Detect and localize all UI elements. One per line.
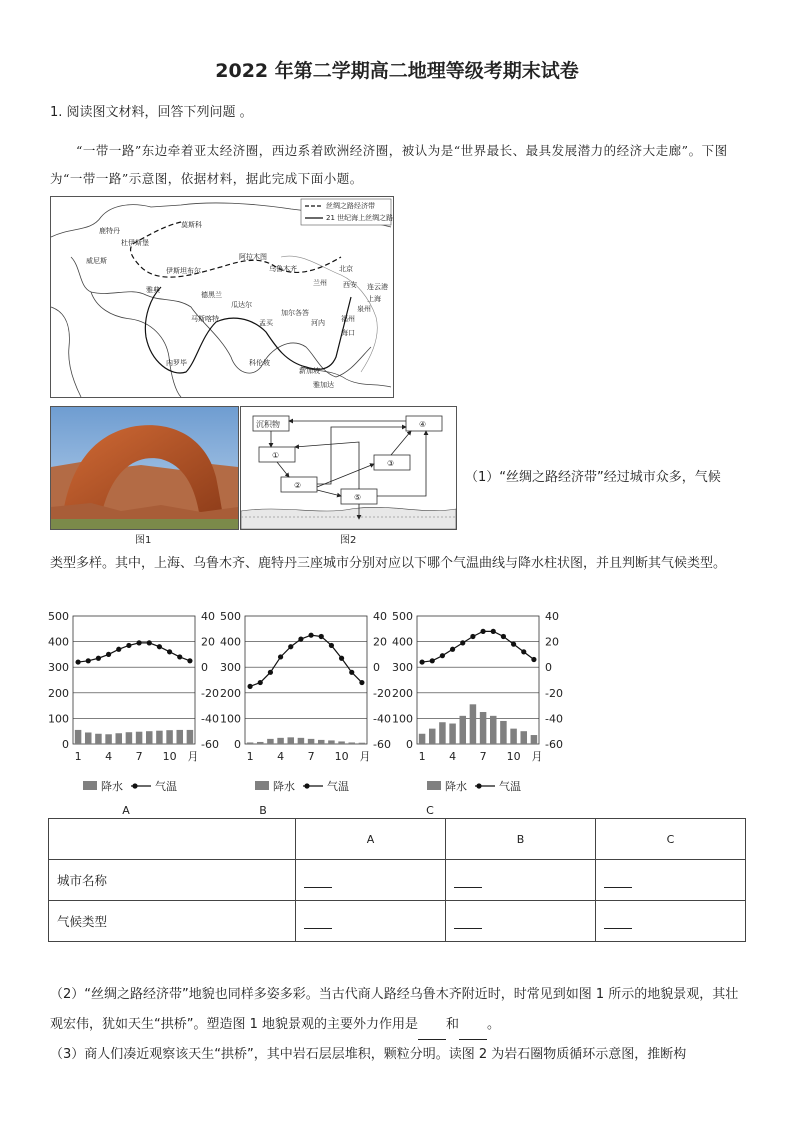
legend-line-dot <box>132 783 137 788</box>
y-left-tick: 100 <box>220 712 241 726</box>
temp-point <box>177 654 182 659</box>
temp-point <box>167 649 172 654</box>
precip-bar <box>470 704 477 744</box>
temp-point <box>349 670 354 675</box>
box-sediment: 沉积物 <box>256 420 280 429</box>
svg-text:泉州: 泉州 <box>357 305 371 313</box>
temp-point <box>460 640 465 645</box>
box-1: ① <box>272 451 280 460</box>
temp-point <box>136 640 141 645</box>
y-right-tick: -20 <box>201 686 219 700</box>
y-right-tick: 0 <box>545 661 552 675</box>
x-tick: 1 <box>418 750 426 763</box>
page-title: 2022 年第二学期高二地理等级考期末试卷 <box>215 60 579 82</box>
svg-text:威尼斯: 威尼斯 <box>86 257 107 265</box>
svg-text:杜伊斯堡: 杜伊斯堡 <box>121 239 149 247</box>
col-header-a: A <box>296 819 446 860</box>
answer-blank[interactable] <box>596 901 746 942</box>
legend-bar-swatch <box>255 781 269 790</box>
precip-bar <box>156 731 163 744</box>
chart-label: B <box>259 804 267 817</box>
chart-frame <box>73 616 195 744</box>
material-text: “一带一路”东边牵着亚太经济圈，西边系着欧洲经济圈，被认为是“世界最长、最具发展潜力的经济大走廊”。下图为“一带一路”示意图，依据材料，据此完成下面小题。 <box>50 143 728 186</box>
svg-text:马斯喀特: 马斯喀特 <box>191 315 219 323</box>
figure-1-caption: 图1 <box>135 535 152 546</box>
precip-bar <box>500 721 507 744</box>
svg-text:上海: 上海 <box>367 295 381 303</box>
svg-text:兰州: 兰州 <box>313 279 327 287</box>
svg-text:乌鲁木齐: 乌鲁木齐 <box>269 265 297 273</box>
temp-point <box>288 644 293 649</box>
answer-blank-2a[interactable] <box>418 1027 446 1040</box>
svg-text:北京: 北京 <box>339 265 353 273</box>
y-left-tick: 400 <box>392 635 413 649</box>
precip-bar <box>166 730 173 744</box>
svg-text:瓜达尔: 瓜达尔 <box>231 301 252 309</box>
subquestion-2: （2）“丝绸之路经济带”地貌也同样多姿多彩。当古代商人路经乌鲁木齐附近时，时常见到如图 1 所示的地貌景观，其壮观宏伟，犹如天生“拱桥”。塑造图 1 地貌景观的主要外力作用是 和 。 （3）商人们凑近观察该天生“拱桥”，其中岩石层层堆积，颗粒分明。读图 2 为岩石圈物质循环示意图，推断构 <box>50 980 750 1070</box>
temp-point <box>258 680 263 685</box>
precip-bar <box>136 732 143 744</box>
precip-bar <box>318 740 325 744</box>
precip-bar <box>267 739 274 744</box>
precip-bar <box>429 729 436 744</box>
temp-point <box>268 670 273 675</box>
x-tick: 月 <box>187 750 199 763</box>
temp-point <box>116 647 121 652</box>
x-tick: 7 <box>307 750 315 763</box>
precip-bar <box>115 733 122 744</box>
y-left-tick: 100 <box>48 712 69 726</box>
precip-bar <box>126 732 133 744</box>
subquestion-1-cont: 类型多样。其中，上海、乌鲁木齐、鹿特丹三座城市分别对应以下哪个气温曲线与降水柱状图，并且判断其气候类型。 <box>50 556 727 571</box>
legend-precip: 降水 <box>445 780 467 793</box>
precip-bar <box>510 729 517 744</box>
question-1-lead: 1. 阅读图文材料，回答下列问题 。 <box>50 105 253 120</box>
box-3: ③ <box>387 459 395 468</box>
y-right-tick: -40 <box>201 712 219 726</box>
y-left-tick: 200 <box>48 686 69 700</box>
precip-bar <box>531 735 538 744</box>
map-city-labels <box>86 220 388 389</box>
precip-bar <box>247 742 254 744</box>
legend-land: 丝绸之路经济带 <box>326 202 375 210</box>
temp-point <box>521 649 526 654</box>
temp-point <box>96 656 101 661</box>
temp-point <box>430 658 435 663</box>
temp-point <box>339 656 344 661</box>
temp-point <box>308 633 313 638</box>
legend-line-dot <box>304 783 309 788</box>
temp-point <box>126 643 131 648</box>
y-left-tick: 500 <box>48 610 69 623</box>
box-2: ② <box>294 481 302 490</box>
precip-bar <box>520 731 527 744</box>
table-header-row <box>49 819 746 860</box>
x-tick: 4 <box>277 750 285 763</box>
precip-bar <box>338 741 345 744</box>
temp-point <box>278 654 283 659</box>
y-left-tick: 400 <box>220 635 241 649</box>
belt-road-map <box>50 196 394 398</box>
svg-text:莫斯科: 莫斯科 <box>181 221 202 229</box>
legend-precip: 降水 <box>101 780 123 793</box>
precip-bar <box>449 724 456 744</box>
y-right-tick: 40 <box>201 610 215 623</box>
material-paragraph <box>50 137 750 193</box>
svg-text:海口: 海口 <box>341 329 355 337</box>
y-left-tick: 200 <box>392 686 413 700</box>
precip-bar <box>187 730 194 744</box>
precip-bar <box>75 730 82 744</box>
temp-point <box>247 684 252 689</box>
answer-blank[interactable] <box>296 860 446 901</box>
y-right-tick: 20 <box>545 635 559 649</box>
table-row <box>49 860 746 901</box>
temp-point <box>157 644 162 649</box>
temp-point <box>531 657 536 662</box>
col-header-c: C <box>596 819 746 860</box>
svg-text:鹿特丹: 鹿特丹 <box>99 227 120 235</box>
y-right-tick: 40 <box>373 610 387 623</box>
precip-bar <box>480 712 487 744</box>
subquestion-1-start: （1）“丝绸之路经济带”经过城市众多，气候 <box>465 470 721 485</box>
figure-1-arch-photo <box>50 406 239 530</box>
row-label-climate: 气候类型 <box>49 901 296 942</box>
svg-text:科伦坡: 科伦坡 <box>249 359 270 367</box>
y-right-tick: -40 <box>545 712 563 726</box>
precip-bar <box>298 738 305 744</box>
x-tick: 7 <box>135 750 143 763</box>
precip-bar <box>308 739 315 744</box>
y-left-tick: 0 <box>406 738 413 751</box>
svg-text:内罗毕: 内罗毕 <box>166 359 187 367</box>
x-tick: 月 <box>531 750 543 763</box>
legend-precip: 降水 <box>273 780 295 793</box>
y-right-tick: -60 <box>545 738 563 751</box>
temp-point <box>480 629 485 634</box>
x-tick: 4 <box>449 750 457 763</box>
row-label-city: 城市名称 <box>49 860 296 901</box>
precip-bar <box>419 734 426 744</box>
legend-temp: 气温 <box>155 780 177 793</box>
x-tick: 月 <box>359 750 371 763</box>
y-right-tick: 0 <box>201 661 208 675</box>
y-right-tick: -60 <box>373 738 391 751</box>
temp-point <box>470 634 475 639</box>
svg-text:福州: 福州 <box>341 315 355 323</box>
svg-text:加尔各答: 加尔各答 <box>281 309 309 317</box>
svg-text:阿拉木图: 阿拉木图 <box>239 253 267 261</box>
svg-text:河内: 河内 <box>311 319 325 327</box>
temp-point <box>106 652 111 657</box>
climate-charts <box>40 606 563 817</box>
svg-text:新加坡: 新加坡 <box>299 367 320 375</box>
x-tick: 1 <box>74 750 82 763</box>
temp-point <box>187 658 192 663</box>
temp-line <box>78 643 190 662</box>
subquestion-3: （3）商人们凑近观察该天生“拱桥”，其中岩石层层堆积，颗粒分明。读图 2 为岩石圈物质循环示意图，推断构 <box>50 1047 687 1062</box>
map-svg <box>51 197 393 397</box>
svg-text:雅加达: 雅加达 <box>313 381 334 389</box>
precip-bar <box>490 716 497 744</box>
temp-point <box>359 680 364 685</box>
y-right-tick: -40 <box>373 712 391 726</box>
box-4: ④ <box>419 420 427 429</box>
y-right-tick: 0 <box>373 661 380 675</box>
legend-sea: 21 世纪海上丝绸之路 <box>326 214 394 222</box>
precip-bar <box>328 740 335 744</box>
svg-text:伊斯坦布尔: 伊斯坦布尔 <box>166 267 201 275</box>
y-left-tick: 500 <box>220 610 241 623</box>
answer-blank[interactable] <box>596 860 746 901</box>
precip-bar <box>348 742 355 744</box>
svg-text:德黑兰: 德黑兰 <box>201 291 222 299</box>
svg-text:雅典: 雅典 <box>146 286 160 294</box>
precip-bar <box>277 738 284 744</box>
answer-blank[interactable] <box>446 860 596 901</box>
chart-frame <box>417 616 539 744</box>
y-right-tick: -60 <box>201 738 219 751</box>
svg-text:孟买: 孟买 <box>259 319 273 327</box>
y-left-tick: 300 <box>220 661 241 675</box>
x-tick: 4 <box>105 750 113 763</box>
y-left-tick: 500 <box>392 610 413 623</box>
precip-bar <box>95 734 102 744</box>
y-left-tick: 400 <box>48 635 69 649</box>
answer-table <box>48 818 746 942</box>
precip-bar <box>287 737 294 744</box>
legend-temp: 气温 <box>499 780 521 793</box>
col-header-b: B <box>446 819 596 860</box>
precip-bar <box>105 734 112 744</box>
temp-point <box>298 636 303 641</box>
temp-point <box>419 659 424 664</box>
temp-point <box>450 647 455 652</box>
temp-line <box>422 631 534 662</box>
y-right-tick: -20 <box>545 686 563 700</box>
chart-label: A <box>122 804 130 817</box>
y-right-tick: -20 <box>373 686 391 700</box>
temp-point <box>511 642 516 647</box>
legend-bar-swatch <box>427 781 441 790</box>
temp-point <box>75 659 80 664</box>
precip-bar <box>176 730 183 744</box>
precip-bar <box>459 716 466 744</box>
y-left-tick: 300 <box>392 661 413 675</box>
y-right-tick: 20 <box>373 635 387 649</box>
temp-point <box>86 658 91 663</box>
y-left-tick: 100 <box>392 712 413 726</box>
temp-point <box>491 629 496 634</box>
y-left-tick: 300 <box>48 661 69 675</box>
precip-bar <box>257 742 264 744</box>
precip-bar <box>439 722 446 744</box>
x-tick: 7 <box>479 750 487 763</box>
precip-bar <box>146 731 153 744</box>
legend-line-dot <box>476 783 481 788</box>
legend-temp: 气温 <box>327 780 349 793</box>
y-right-tick: 40 <box>545 610 559 623</box>
legend-bar-swatch <box>83 781 97 790</box>
x-tick: 10 <box>334 750 349 763</box>
temp-point <box>147 640 152 645</box>
x-tick: 10 <box>506 750 521 763</box>
temp-point <box>501 634 506 639</box>
temp-line <box>250 635 362 686</box>
answer-blank[interactable] <box>296 901 446 942</box>
figure-2-rock-cycle <box>240 406 457 530</box>
y-left-tick: 200 <box>220 686 241 700</box>
box-5: ⑤ <box>354 493 362 502</box>
chart-label: C <box>426 804 434 817</box>
svg-text:连云港: 连云港 <box>367 283 388 291</box>
y-left-tick: 0 <box>234 738 241 751</box>
x-tick: 10 <box>162 750 177 763</box>
precip-bar <box>85 732 92 744</box>
x-tick: 1 <box>246 750 254 763</box>
y-right-tick: 20 <box>201 635 215 649</box>
figure-2-caption: 图2 <box>340 535 357 546</box>
precip-bar <box>359 743 366 744</box>
table-row <box>49 901 746 942</box>
temp-point <box>329 643 334 648</box>
temp-point <box>440 653 445 658</box>
svg-text:西安: 西安 <box>343 281 357 289</box>
temp-point <box>319 634 324 639</box>
answer-blank-2b[interactable] <box>459 1027 487 1040</box>
answer-blank[interactable] <box>446 901 596 942</box>
y-left-tick: 0 <box>62 738 69 751</box>
